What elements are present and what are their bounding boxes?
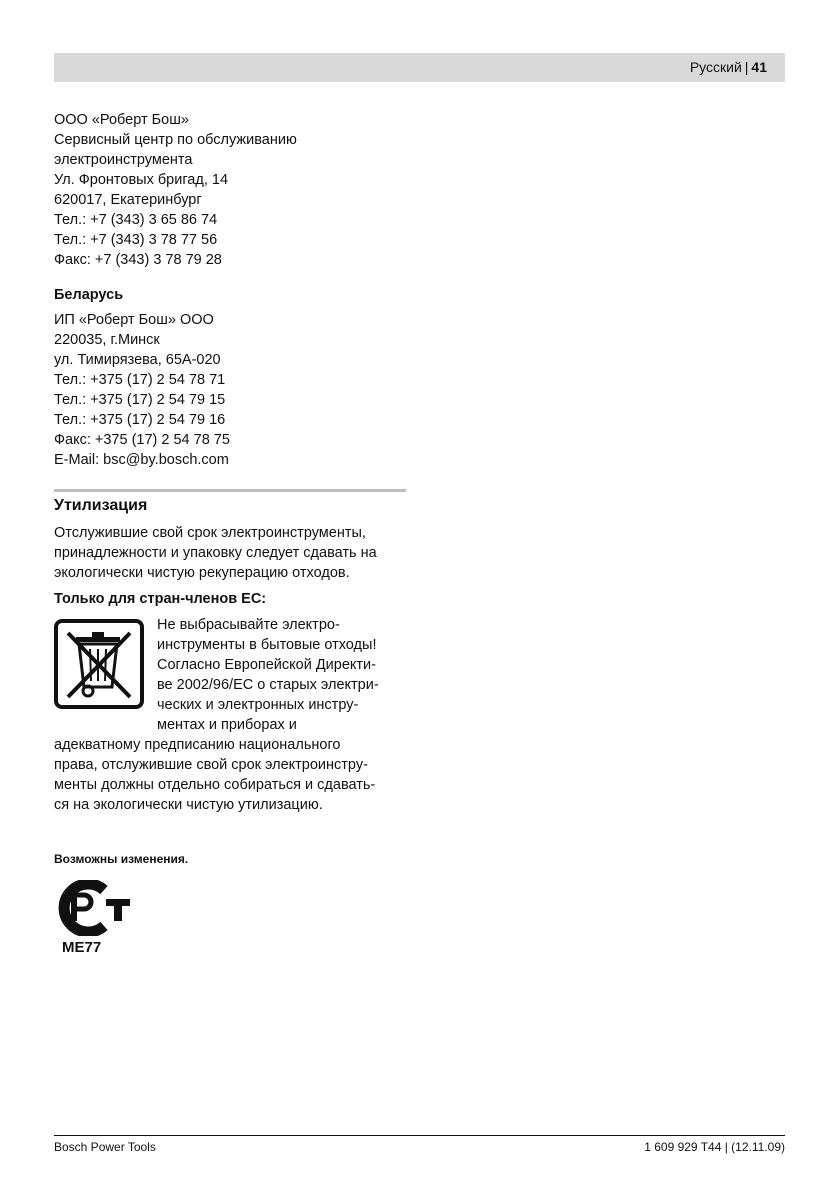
changes-note: Возможны изменения. bbox=[54, 852, 189, 866]
email-line: E-Mail: bsc@by.bosch.com bbox=[54, 452, 229, 468]
fax-line: Факс: +375 (17) 2 54 78 75 bbox=[54, 432, 230, 448]
directive-line: Не выбрасывайте электро- bbox=[157, 617, 340, 633]
directive-line: инструменты в бытовые отходы! bbox=[157, 637, 377, 653]
certification-code: ME77 bbox=[62, 939, 102, 956]
eu-only-heading: Только для стран-членов ЕС: bbox=[54, 591, 267, 607]
address-line: ул. Тимирязева, 65А-020 bbox=[54, 352, 221, 368]
fax-line: Факс: +7 (343) 3 78 79 28 bbox=[54, 252, 222, 268]
belarus-contact bbox=[54, 285, 408, 470]
footer-brand: Bosch Power Tools bbox=[54, 1140, 156, 1154]
address-line: Сервисный центр по обслуживанию bbox=[54, 132, 297, 148]
directive-line: права, отслужившие свой срок электроинстру- bbox=[54, 757, 368, 773]
phone-line: Тел.: +7 (343) 3 65 86 74 bbox=[54, 212, 218, 228]
address-line: ООО «Роберт Бош» bbox=[54, 112, 189, 128]
page-header-bar bbox=[54, 53, 785, 82]
directive-line: ся на экологически чистую утилизацию. bbox=[54, 797, 323, 813]
address-line: электроинструмента bbox=[54, 152, 193, 168]
belarus-heading: Беларусь bbox=[54, 287, 124, 303]
disposal-intro bbox=[54, 523, 408, 583]
section-divider bbox=[54, 489, 406, 492]
phone-line: Тел.: +7 (343) 3 78 77 56 bbox=[54, 232, 218, 248]
crossed-out-wheelie-bin-icon bbox=[54, 619, 144, 709]
eu-directive-text-full bbox=[54, 735, 408, 815]
service-center-address bbox=[54, 110, 408, 270]
directive-line: Согласно Европейской Директи- bbox=[157, 657, 376, 673]
header-text bbox=[690, 59, 767, 75]
directive-line: менты должны отдельно собираться и сдавать- bbox=[54, 777, 376, 793]
footer-divider bbox=[54, 1135, 785, 1136]
address-line: 220035, г.Минск bbox=[54, 332, 160, 348]
disposal-intro-line: экологически чистую рекуперацию отходов. bbox=[54, 565, 350, 581]
phone-line: Тел.: +375 (17) 2 54 79 16 bbox=[54, 412, 226, 428]
phone-line: Тел.: +375 (17) 2 54 78 71 bbox=[54, 372, 226, 388]
footer-doc-number: 1 609 929 T44 | (12.11.09) bbox=[644, 1140, 785, 1154]
disposal-title: Утилизация bbox=[54, 497, 148, 514]
pct-certification-mark-icon bbox=[54, 880, 132, 936]
eu-directive-text-wrapped bbox=[157, 615, 411, 735]
directive-line: адекватному предписанию национального bbox=[54, 737, 341, 753]
header-separator: | bbox=[744, 59, 749, 75]
disposal-intro-line: Отслужившие свой срок электроинструменты, bbox=[54, 525, 366, 541]
directive-line: ве 2002/96/ЕС о старых электри- bbox=[157, 677, 379, 693]
page-number: 41 bbox=[751, 59, 767, 75]
directive-line: ментах и приборах и bbox=[157, 717, 297, 733]
phone-line: Тел.: +375 (17) 2 54 79 15 bbox=[54, 392, 226, 408]
directive-line: ческих и электронных инстру- bbox=[157, 697, 359, 713]
address-line: 620017, Екатеринбург bbox=[54, 192, 202, 208]
address-line: ИП «Роберт Бош» ООО bbox=[54, 312, 214, 328]
address-line: Ул. Фронтовых бригад, 14 bbox=[54, 172, 229, 188]
disposal-intro-line: принадлежности и упаковку следует сдавать на bbox=[54, 545, 377, 561]
header-language: Русский bbox=[689, 59, 742, 75]
